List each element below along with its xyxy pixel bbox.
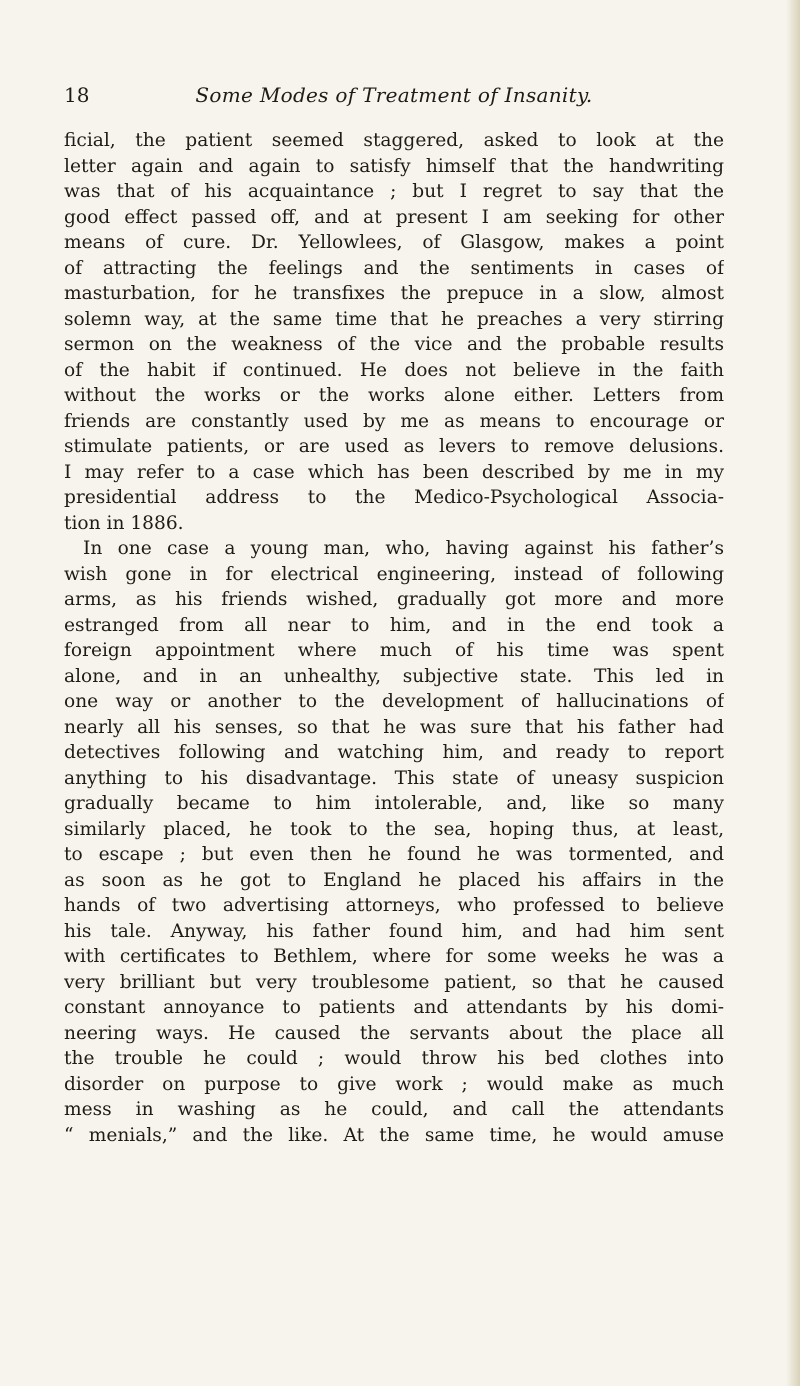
text-line: “ menials,” and the like. At the same time, he would amuse [64,1124,724,1146]
text-line: gradually became to him intolerable, and, like so many [64,793,724,814]
page-edge-shadow [786,0,800,1386]
text-line: without the works or the works alone either. Letters from [64,385,724,406]
text-line: masturbation, for he transfixes the prepuce in a slow, almost [64,283,724,304]
text-line: with certificates to Bethlem, where for some weeks he was a [64,946,724,967]
text-line: nearly all his senses, so that he was sure that his father had [64,716,724,738]
text-line: alone, and in an unhealthy, subjective state. This led in [64,665,724,687]
body-text [64,128,724,1148]
text-line: mess in washing as he could, and call the attendants [64,1099,724,1120]
text-line: of attracting the feelings and the sentiments in cases of [64,257,724,279]
text-line: arms, as his friends wished, gradually got more and more [64,589,724,610]
text-line: solemn way, at the same time that he preaches a very stirring [64,308,724,330]
running-header [64,80,724,110]
text-line: of the habit if continued. He does not believe in the faith [64,359,724,381]
text-line: hands of two advertising attorneys, who professed to believe [64,895,724,916]
text-line: sermon on the weakness of the vice and the probable results [64,334,724,355]
text-line: In one case a young man, who, having against his father’s [83,538,724,559]
text-line: wish gone in for electrical engineering, instead of following [64,563,724,585]
text-line: as soon as he got to England he placed his affairs in the [64,869,724,891]
text-line: neering ways. He caused the servants about the place all [64,1022,724,1044]
page-number: 18 [64,83,90,107]
text-line: one way or another to the development of hallucinations of [64,691,724,712]
text-line: presidential address to the Medico-Psychological Associa- [64,487,724,508]
text-line: good effect passed off, and at present I am seeking for other [64,206,724,228]
text-line: the trouble he could ; would throw his bed clothes into [64,1048,724,1069]
text-line: detectives following and watching him, and ready to report [64,742,724,763]
text-line: similarly placed, he took to the sea, hoping thus, at least, [64,818,724,840]
text-line: I may refer to a case which has been described by me in my [64,461,724,483]
text-line: to escape ; but even then he found he was tormented, and [64,844,724,865]
text-line: was that of his acquaintance ; but I regret to say that the [64,181,724,202]
text-line: very brilliant but very troublesome patient, so that he caused [64,971,724,993]
text-line: his tale. Anyway, his father found him, and had him sent [64,920,724,942]
text-line: ficial, the patient seemed staggered, asked to look at the [64,130,724,151]
text-line: estranged from all near to him, and in the end took a [64,614,724,636]
text-line: constant annoyance to patients and attendants by his domi- [64,997,724,1018]
text-line: tion in 1886. [64,512,184,534]
text-line: means of cure. Dr. Yellowlees, of Glasgow, makes a point [64,232,724,253]
text-line: stimulate patients, or are used as levers to remove delusions. [64,436,724,457]
text-line: letter again and again to satisfy himself that the handwriting [64,155,724,177]
text-line: foreign appointment where much of his time was spent [64,640,724,661]
text-line: disorder on purpose to give work ; would make as much [64,1073,724,1095]
text-line: anything to his disadvantage. This state of uneasy suspicion [64,767,724,789]
text-line: friends are constantly used by me as means to encourage or [64,410,724,432]
running-title: Some Modes of Treatment of Insanity. [195,83,593,107]
